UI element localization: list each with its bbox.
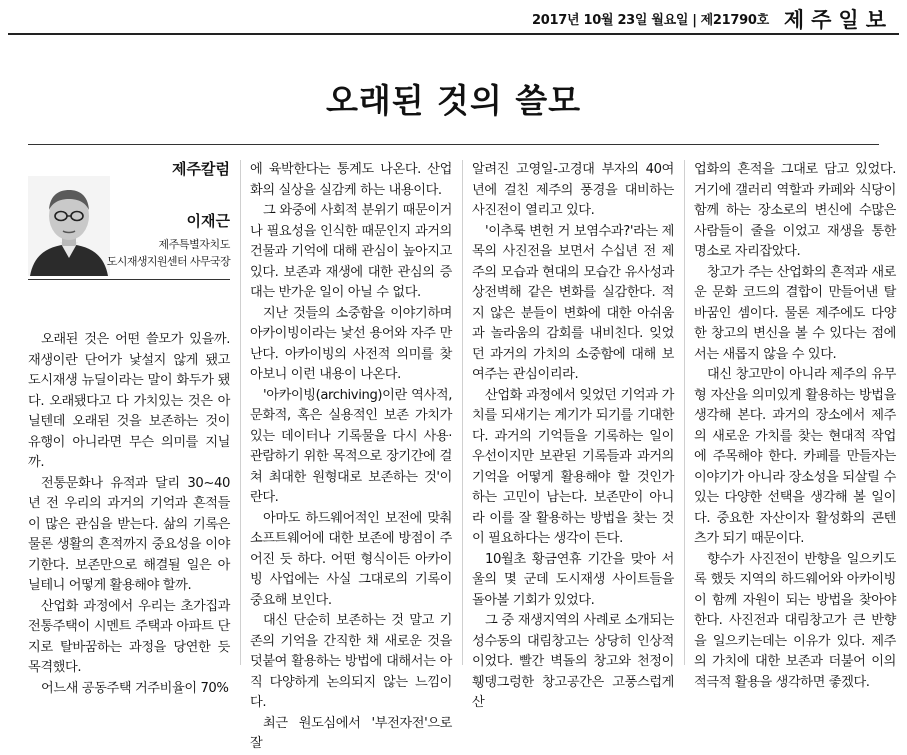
paragraph: 어느새 공동주택 거주비율이 70% <box>41 680 229 696</box>
paragraph: '이추룩 변헌 거 보염수과?'라는 제목의 사진전을 보면서 수십년 전 제주의 모습과 현대의 모습간 유사성과 상전벽해 같은 변화를 실감한다. 적지 않은 분들이 변화에 대한 아쉬움과 놀라움의 감회를 내비친다. 잊었던 과거의 가치의 소중함에 대해 보여주는 관심이리라. <box>472 223 674 382</box>
paragraph: 업화의 흔적을 그대로 담고 있었다. 거기에 갤러리 역할과 카페와 식당이 함께 하는 장소로의 변신에 수많은 사람들이 줄을 이었고 재생을 통한 명소로 자리잡았다. <box>694 162 896 259</box>
paragraph: 오래된 것은 어떤 쓸모가 있을까. 재생이란 단어가 낯설지 않게 됐고 도시재생 뉴딜이라는 말이 화두가 됐다. 오래됐다고 다 가치있는 것은 아닐텐데 오래된 것을 보존하는 것이 유행이 아니라면 무슨 의미를 지닐까. <box>28 332 230 470</box>
paragraph: 향수가 사진전이 반향을 일으키도록 했듯 지역의 하드웨어와 아카이빙이 함께 자원이 되는 방법을 찾아야 한다. 사진전과 대림창고가 큰 반향을 일으키는데는 이유가 있다. 제주의 가치에 대한 보존과 더불어 이의 적극적 활용을 생각하면 좋겠다. <box>694 551 896 690</box>
issue-number: 제21790호 <box>700 13 769 28</box>
page-header <box>0 0 907 34</box>
paragraph: 전통문화나 유적과 달리 30~40년 전 우리의 과거의 기억과 흔적들이 많은 관심을 받는다. 삶의 기록은 물론 생활의 흔적까지 중요성을 이야기한다. 보존만으로 해결될 일은 아닐테니 어떻게 활용해야 할까. <box>28 475 230 593</box>
author-byline <box>28 158 230 278</box>
paragraph: 대신 단순히 보존하는 것 말고 기존의 기억을 간직한 채 새로운 것을 덧붙여 활용하는 방법에 대해서는 아직 다양하게 논의되지 않는 느낌이다. <box>250 613 452 710</box>
article-column-4 <box>694 160 896 693</box>
paragraph: 10월초 황금연휴 기간을 맞아 서울의 몇 군데 도시재생 사이트들을 돌아볼 기회가 있었다. <box>472 551 674 608</box>
dateline <box>532 9 769 28</box>
article-column-3 <box>472 160 674 714</box>
paragraph: 알려진 고영일-고경대 부자의 40여년에 걸친 제주의 풍경을 대비하는 사진전이 열리고 있다. <box>472 162 674 218</box>
paragraph: 아마도 하드웨어적인 보전에 맞춰 소프트웨어에 대한 보존에 방점이 주어진 듯 하다. 어떤 형식이든 아카이빙 사업에는 사실 그대로의 기록이 중요해 보인다. <box>250 510 452 608</box>
author-position: 도시재생지원센터 사무국장 <box>106 255 230 268</box>
header-separator: | <box>692 13 697 28</box>
article-headline: 오래된 것의 쓸모 <box>325 81 582 120</box>
author-name: 이재근 <box>186 212 230 230</box>
column-divider <box>462 160 463 665</box>
paragraph: 최근 원도심에서 '부전자전'으로 잘 <box>250 715 452 751</box>
article-column-2 <box>250 160 452 755</box>
headline-rule <box>28 144 879 145</box>
newspaper-masthead: 제주일보 <box>783 8 893 32</box>
paragraph: 그 중 재생지역의 사례로 소개되는 성수동의 대림창고는 상당히 인상적이었다. 빨간 벽돌의 창고와 천정이 휑뎅그렁한 창고공간은 고풍스럽게 산 <box>472 613 674 710</box>
article-column-1 <box>28 330 230 699</box>
section-label: 제주칼럼 <box>172 160 230 178</box>
paragraph: 대신 창고만이 아니라 제주의 유무형 자산을 의미있게 활용하는 방법을 생각해 본다. 과거의 장소에서 제주의 새로운 가치를 찾는 현대적 작업에 주목해야 한다. 카페를 만들자는 이야기가 아니라 장소성을 되살릴 수 있는 다양한 선택을 생각해 볼 일이다. 중요한 자산이자 활성화의 콘텐츠가 되기 때문이다. <box>694 367 896 546</box>
column-divider <box>240 160 241 665</box>
paragraph: 그 와중에 사회적 분위기 때문이거나 필요성을 인식한 때문인지 과거의 건물과 기억에 대해 관심이 높아지고 있다. 보존과 재생에 대한 관심의 증대는 반가운 일이 아닐 수 없다. <box>250 203 452 300</box>
author-portrait <box>28 176 110 276</box>
paragraph: '아카이빙(archiving)이란 역사적, 문화적, 혹은 실용적인 보존 가치가 있는 데이터나 기록물을 다시 사용·관람하기 위한 목적으로 장기간에 걸쳐 최대한 원형대로 보존하는 것'이란다. <box>250 387 452 505</box>
paragraph: 지난 것들의 소중함을 이야기하며 아카이빙이라는 낯선 용어와 자주 만난다. 아카이빙의 사전적 의미를 찾아보니 이런 내용이 나온다. <box>250 305 452 382</box>
issue-date: 2017년 10월 23일 월요일 <box>532 13 689 28</box>
header-rule <box>8 33 899 35</box>
paragraph: 창고가 주는 산업화의 흔적과 새로운 문화 코드의 결합이 만들어낸 탈바꿈인 셈이다. 물론 제주에도 다양한 창고의 변신을 볼 수 있다는 점에서는 새롭지 않을 수 있다. <box>694 264 896 362</box>
paragraph: 산업화 과정에서 잊었던 기억과 가치를 되새기는 계기가 되기를 기대한다. 과거의 기억들을 기록하는 일이 우선이지만 보관된 기록들과 과거의 기억을 어떻게 활용해야 할 것인가 하는 고민이 남는다. 보존만이 아니라 이를 잘 활용하는 방법을 찾는 것이 필요하다는 생각이 든다. <box>472 387 674 546</box>
column-divider <box>684 160 685 665</box>
author-affiliation: 제주특별자치도 <box>158 238 230 251</box>
paragraph: 에 육박한다는 통계도 나온다. 산업화의 실상을 실감케 하는 내용이다. <box>250 162 452 198</box>
paragraph: 산업화 과정에서 우리는 초가집과 전통주택이 시멘트 주택과 아파트 단지로 탈바꿈하는 과정을 당연한 듯 목격했다. <box>28 598 230 675</box>
byline-rule <box>28 279 230 280</box>
